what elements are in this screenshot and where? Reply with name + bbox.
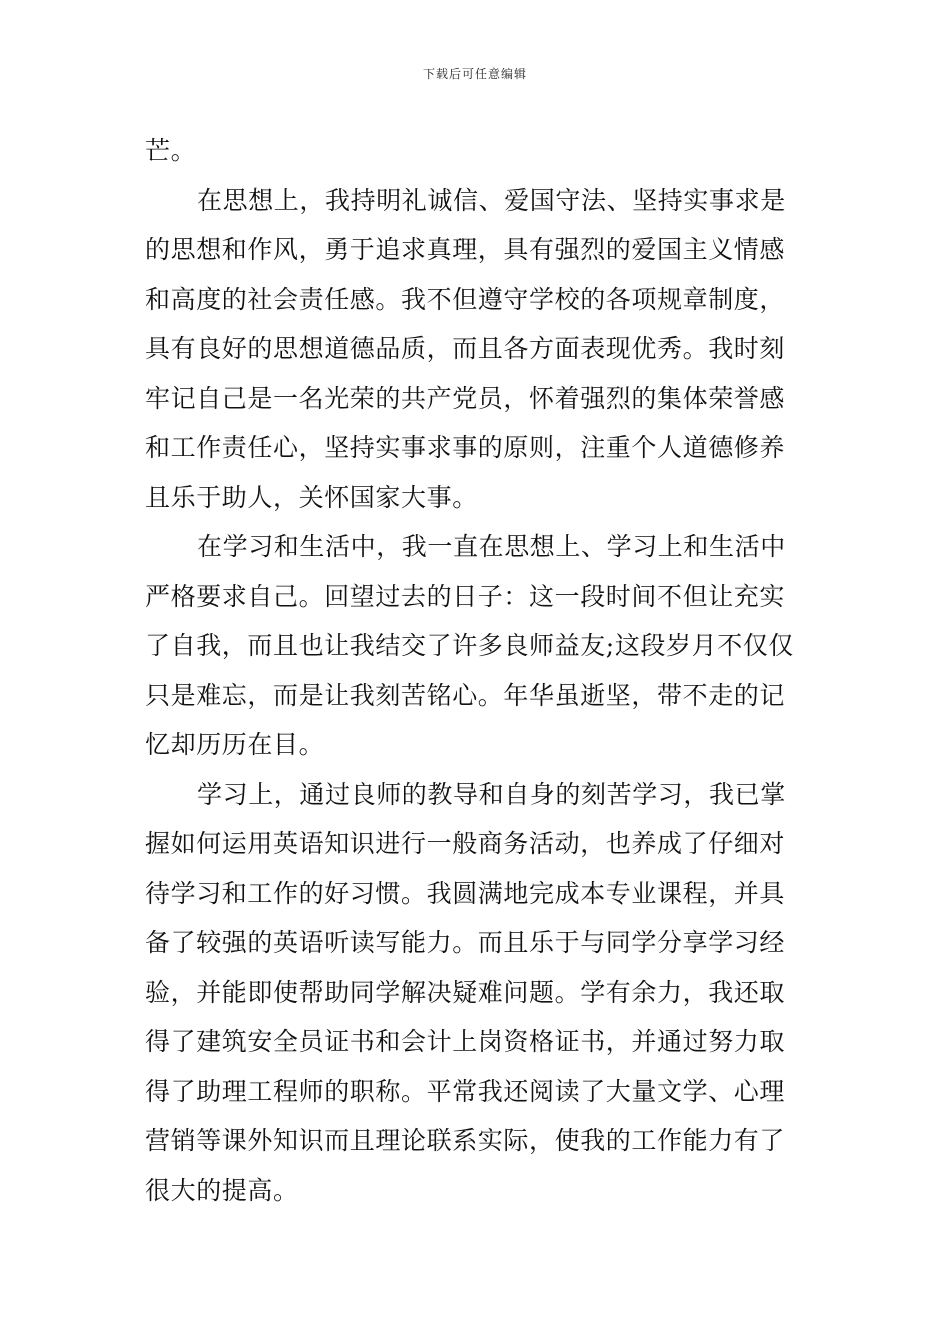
page-header-note: 下载后可任意编辑: [422, 67, 527, 81]
text-line: 只是难忘，而是让我刻苦铭心。年华虽逝坚，带不走的记: [145, 680, 786, 710]
text-line: 的思想和作风，勇于追求真理，具有强烈的爱国主义情感: [145, 235, 786, 264]
text-line: 营销等课外知识而且理论联系实际，使我的工作能力有了: [145, 1126, 786, 1155]
text-line: 了自我，而且也让我结交了许多良师益友;这段岁月不仅仅: [145, 631, 795, 660]
text-line: 芒。: [145, 136, 197, 165]
text-line: 和工作责任心，坚持实事求事的原则，注重个人道德修养: [145, 433, 786, 462]
text-line: 且乐于助人，关怀国家大事。: [145, 482, 478, 512]
text-line: 待学习和工作的好习惯。我圆满地完成本专业课程，并具: [145, 878, 786, 908]
text-line: 得了建筑安全员证书和会计上岗资格证书，并通过努力取: [145, 1027, 786, 1056]
paragraph-first-line: 学习上，通过良师的教导和自身的刻苦学习，我已掌: [197, 779, 786, 809]
document-body: [145, 126, 810, 1215]
text-line: 验，并能即使帮助同学解决疑难问题。学有余力，我还取: [145, 977, 786, 1007]
text-line: 握如何运用英语知识进行一般商务活动，也养成了仔细对: [145, 829, 786, 858]
text-line: 具有良好的思想道德品质，而且各方面表现优秀。我时刻: [145, 334, 786, 363]
paragraph-first-line: 在学习和生活中，我一直在思想上、学习上和生活中: [197, 532, 786, 561]
text-line: 忆却历历在目。: [145, 730, 325, 759]
text-line: 牢记自己是一名光荣的共产党员，怀着强烈的集体荣誉感: [145, 383, 786, 413]
paragraph-first-line: 在思想上，我持明礼诚信、爱国守法、坚持实事求是: [197, 185, 786, 215]
text-line: 严格要求自己。回望过去的日子：这一段时间不但让充实: [145, 581, 786, 611]
text-line: 得了助理工程师的职称。平常我还阅读了大量文学、心理: [145, 1076, 786, 1106]
text-line: 和高度的社会责任感。我不但遵守学校的各项规章制度，: [145, 284, 786, 314]
text-line: 备了较强的英语听读写能力。而且乐于与同学分享学习经: [145, 928, 786, 957]
text-line: 很大的提高。: [145, 1175, 299, 1205]
